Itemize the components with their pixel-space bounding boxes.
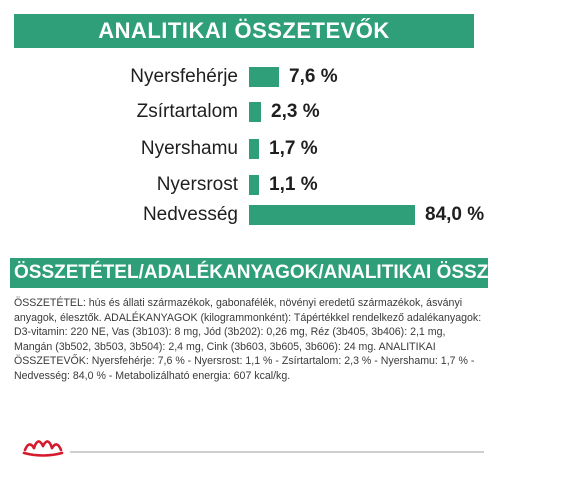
analytics-row: [0, 136, 500, 162]
analytics-row-bar: [249, 175, 259, 195]
analytics-rows: [0, 0, 500, 240]
composition-title: ÖSSZETÉTEL/ADALÉKANYAGOK/ANALITIKAI ÖSSZETEVŐK: [14, 262, 566, 283]
section-header-title: ANALITIKAI ÖSSZETEVŐK: [98, 18, 390, 43]
composition-text: ÖSSZETÉTEL: hús és állati származékok, gabonafélék, növényi eredetű származékok, ásványi anyagok, élesztők. ADALÉKANYAGOK (kilogrammonként): Tápértékkel rendelkező adalékanyagok: D3-vitamin: 220 NE, Vas (3b103): 8 mg, Jód (3b202): 0,26 mg, Réz (3b405, 3b406): 2,1 mg, Mangán (3b502, 3b503, 3b504): 2,4 mg, Cink (3b603, 3b605, 3b606): 24 mg. ANALITIKAI ÖSSZETEVŐK: Nyersfehérje: 7,6 % - Nyersrost: 1,1 % - Zsírtartalom: 2,3 % - Nyershamu: 1,7 % - Nedvesség: 84,0 % - Metabolizálható energia: 607 kcal/kg.: [14, 297, 482, 382]
analytics-row-bar: [249, 102, 261, 122]
analytics-row: [0, 172, 500, 198]
brand-logo: [20, 430, 66, 460]
analytics-row-label: Zsírtartalom: [136, 101, 238, 122]
analytics-row-label: Nedvesség: [142, 204, 238, 225]
analytics-row-value: 2,3 %: [271, 101, 320, 122]
analytics-row-bar: [249, 139, 259, 159]
analytics-row-label: Nyershamu: [140, 138, 238, 159]
divider-line: [70, 451, 484, 453]
analytics-row: [0, 99, 500, 125]
analytics-row-value: 7,6 %: [289, 66, 338, 87]
analytics-row: [0, 202, 500, 228]
section-header-composition: [10, 258, 566, 288]
analytics-row: [0, 64, 500, 90]
analytics-row-label: Nyersrost: [156, 174, 238, 195]
crown-icon: [20, 430, 66, 460]
analytics-row-bar: [249, 205, 415, 225]
analytics-row-value: 84,0 %: [425, 204, 485, 225]
analytics-row-label: Nyersfehérje: [130, 66, 238, 87]
analytics-row-value: 1,7 %: [269, 138, 318, 159]
analytics-row-value: 1,1 %: [269, 174, 318, 195]
analytics-row-bar: [249, 67, 279, 87]
